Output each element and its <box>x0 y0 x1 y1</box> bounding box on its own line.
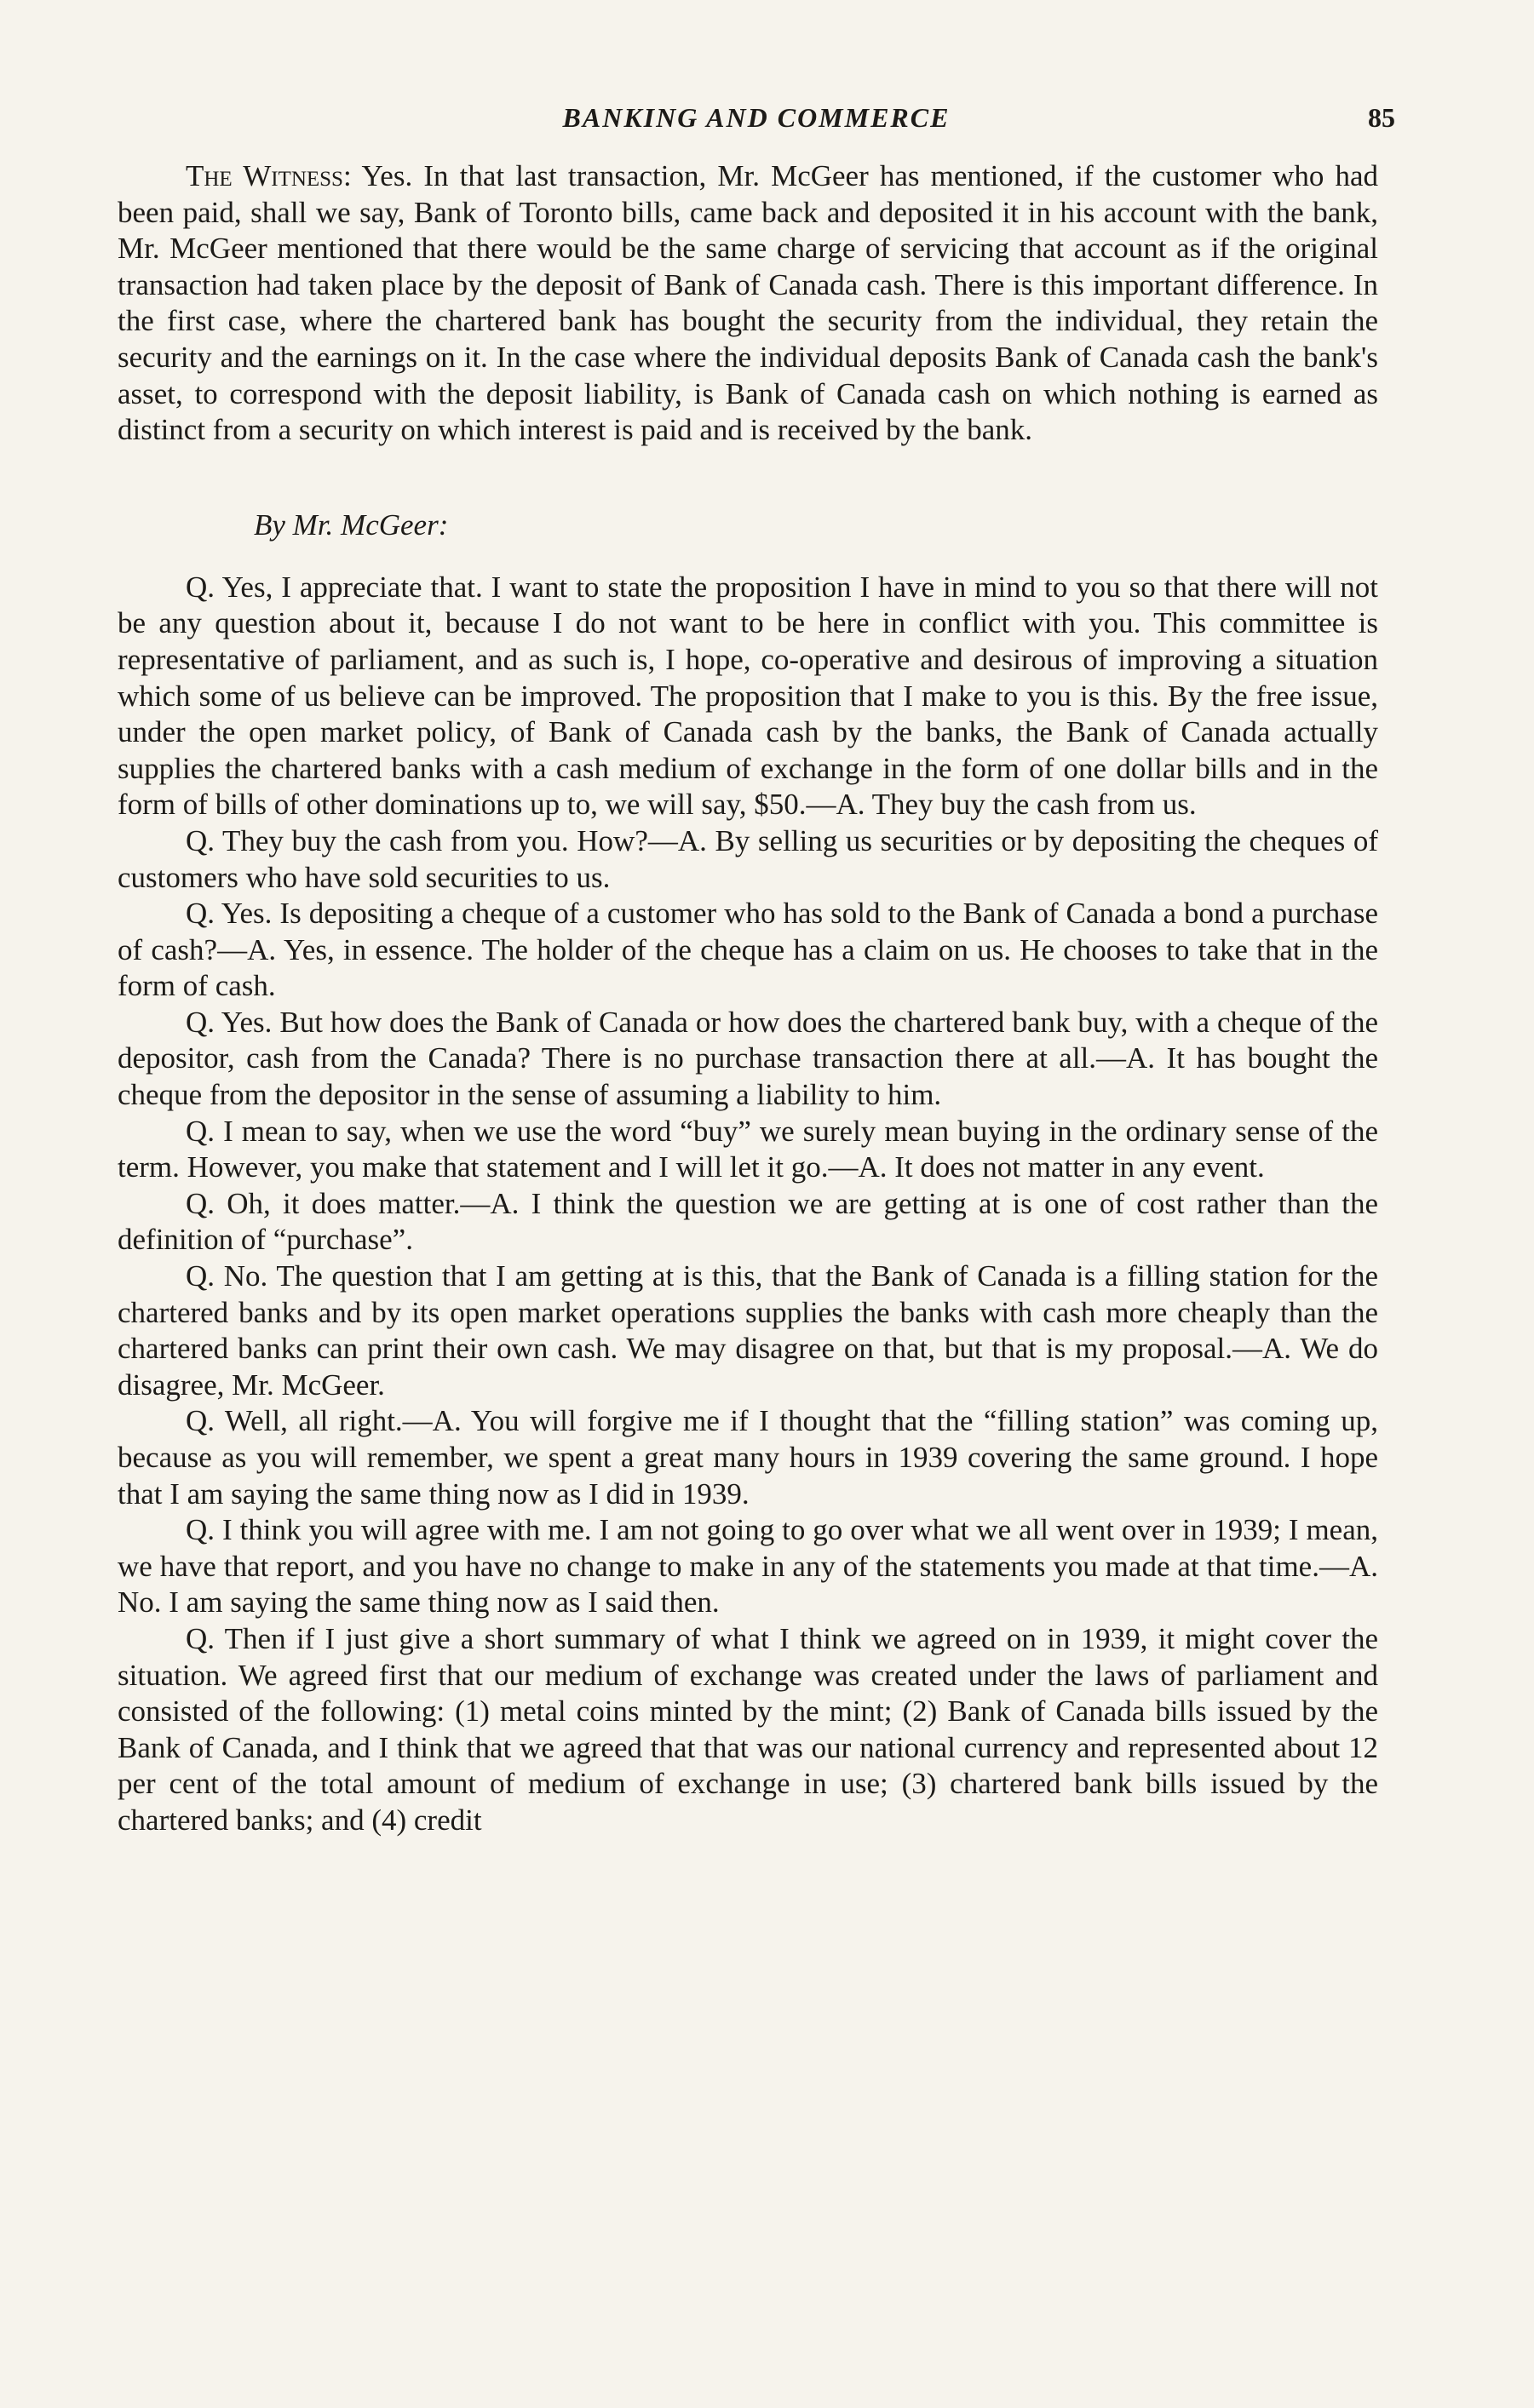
exchange-paragraph: Q. They buy the cash from you. How?—A. By selling us securities or by depositing the cheques of customers who have sold securities to us. <box>118 823 1378 894</box>
speaker-label: The Witness <box>186 159 343 192</box>
exchange-paragraph: Q. Oh, it does matter.—A. I think the question we are getting at is one of cost rather than the definition of “purchase”. <box>118 1186 1378 1257</box>
section-heading: By Mr. McGeer: <box>254 507 449 542</box>
exchange-paragraph: Q. Well, all right.—A. You will forgive me if I thought that the “filling station” was coming up, because as you will remember, we spent a great many hours in 1939 covering the same ground. I hope that I am saying the same thing now as I did in 1939. <box>118 1404 1378 1511</box>
body-text <box>118 158 1378 1839</box>
witness-paragraph <box>118 158 1378 449</box>
page-header <box>118 95 1395 140</box>
exchange-paragraph: Q. Yes. Is depositing a cheque of a customer who has sold to the Bank of Canada a bond a purchase of cash?—A. Yes, in essence. The holder of the cheque has a claim on us. He chooses to take that in the form of cash. <box>118 897 1378 1003</box>
exchange-paragraph: Q. I think you will agree with me. I am not going to go over what we all went over in 1939; I mean, we have that report, and you have no change to make in any of the statements you made at that time.—A. No. I am saying the same thing now as I said then. <box>118 1513 1378 1620</box>
witness-statement: : Yes. In that last transaction, Mr. McGeer has mentioned, if the customer who had been paid, shall we say, Bank of Toronto bills, came back and deposited it in his account with the bank, Mr. McGeer mentioned that there would be the same charge of servicing that account as if the original transaction had taken place by the deposit of Bank of Canada cash. There is this important difference. In the first case, where the chartered bank has bought the security from the individual, they retain the security and the earnings on it. In the case where the individual deposits Bank of Canada cash the bank's asset, to correspond with the deposit liability, is Bank of Canada cash on which nothing is earned as distinct from a security on which interest is paid and is received by the bank. <box>118 159 1378 447</box>
exchange-paragraph: Q. I mean to say, when we use the word “buy” we surely mean buying in the ordinary sense of the term. However, you make that statement and I will let it go.—A. It does not matter in any event. <box>118 1114 1378 1184</box>
running-head: BANKING AND COMMERCE <box>562 102 951 133</box>
exchange-paragraph: Q. Then if I just give a short summary of what I think we agreed on in 1939, it might cover the situation. We agreed first that our medium of exchange was created under the laws of parliament and consisted of the following: (1) metal coins minted by the mint; (2) Bank of Canada bills issued by the Bank of Canada, and I think that we agreed that that was our national currency and represented about 12 per cent of the total amount of medium of exchange in use; (3) chartered bank bills issued by the chartered banks; and (4) credit <box>118 1621 1378 1837</box>
exchange-paragraph: Q. Yes, I appreciate that. I want to state the proposition I have in mind to you so that there will not be any question about it, because I do not want to be here in conflict with you. This committee is representative of parliament, and as such is, I hope, co-operative and desirous of improving a situation which some of us believe can be improved. The proposition that I make to you is this. By the free issue, under the open market policy, of Bank of Canada cash by the banks, the Bank of Canada actually supplies the chartered banks with a cash medium of exchange in the form of one dollar bills and in the form of bills of other dominations up to, we will say, $50.—A. They buy the cash from us. <box>118 570 1378 822</box>
exchange-paragraph: Q. No. The question that I am getting at is this, that the Bank of Canada is a filling station for the chartered banks and by its open market operations supplies the banks with cash more cheaply than the chartered banks can print their own cash. We may disagree on that, but that is my proposal.—A. We do disagree, Mr. McGeer. <box>118 1259 1378 1402</box>
exchange-paragraph: Q. Yes. But how does the Bank of Canada or how does the chartered bank buy, with a cheque of the depositor, cash from the Canada? There is no purchase transaction there at all.—A. It has bought the cheque from the depositor in the sense of assuming a liability to him. <box>118 1005 1378 1112</box>
page-number: 85 <box>1368 102 1395 133</box>
